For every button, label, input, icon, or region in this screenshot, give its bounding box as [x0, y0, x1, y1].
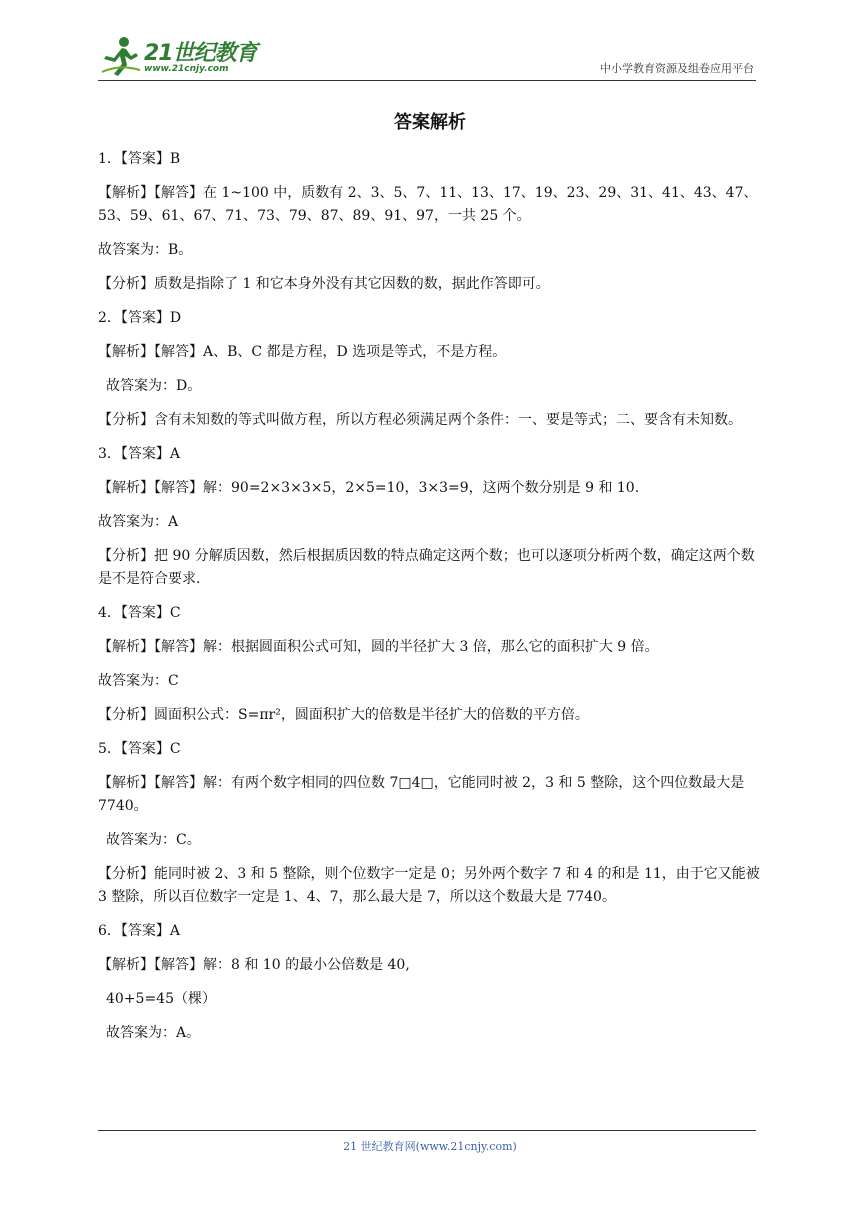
answer-line: 【分析】质数是指除了 1 和它本身外没有其它因数的数，据此作答即可。: [98, 276, 550, 292]
answer-line: 【分析】把 90 分解质因数，然后根据质因数的特点确定这两个数；也可以逐项分析两个数，确定这两个数是不是符合要求.: [98, 548, 755, 587]
answer-line: 【分析】能同时被 2、3 和 5 整除，则个位数字一定是 0；另外两个数字 7 和 4 的和是 11，由于它又能被 3 整除，所以百位数字一定是 1、4、7，那么最大是 7，所以这个数最大是 7740。: [98, 866, 760, 905]
answer-line: 【解析】【解答】解：90=2×3×3×5，2×5=10，3×3=9，这两个数分别是 9 和 10.: [98, 480, 640, 496]
answer-line: 【解析】【解答】解：8 和 10 的最小公倍数是 40,: [98, 957, 410, 973]
answer-line: 2．【答案】D: [98, 310, 182, 326]
answer-line: 故答案为：A。: [106, 1025, 201, 1041]
answer-line: 故答案为：D。: [106, 378, 202, 394]
answer-line: 故答案为：A: [98, 514, 179, 530]
answer-line: 故答案为：C。: [106, 832, 201, 848]
answer-line: 40+5=45（棵）: [106, 991, 216, 1007]
platform-name: 中小学教育资源及组卷应用平台: [600, 62, 754, 75]
answer-line: 【解析】【解答】解：有两个数字相同的四位数 7□4□，它能同时被 2，3 和 5 整除，这个四位数最大是 7740。: [98, 775, 745, 814]
answer-line: 4．【答案】C: [98, 605, 181, 621]
answer-line: 6．【答案】A: [98, 923, 181, 939]
answer-line: 【解析】【解答】在 1~100 中，质数有 2、3、5、7、11、13、17、19、23、29、31、41、43、47、53、59、61、67、71、73、79、87、89、91、97，一共 25 个。: [98, 185, 758, 224]
answer-line: 【分析】含有未知数的等式叫做方程，所以方程必须满足两个条件：一、要是等式；二、要含有未知数。: [98, 412, 742, 428]
answer-line: 3．【答案】A: [98, 446, 181, 462]
site-logo: [98, 34, 258, 78]
logo-url: www.21cnjy.com: [144, 64, 229, 74]
answer-line: 故答案为：B。: [98, 242, 193, 258]
runner-icon: [98, 34, 142, 78]
answer-content: [98, 148, 762, 1056]
logo-text: 21世纪教育: [144, 41, 257, 66]
page-header: [98, 34, 756, 81]
answer-line: 5．【答案】C: [98, 741, 181, 757]
page-title: 答案解析: [394, 112, 466, 133]
answer-line: 【解析】【解答】A、B、C 都是方程，D 选项是等式，不是方程。: [98, 344, 507, 360]
answer-line: 故答案为：C: [98, 673, 179, 689]
answer-line: 【解析】【解答】解：根据圆面积公式可知，圆的半径扩大 3 倍，那么它的面积扩大 9 倍。: [98, 639, 659, 655]
answer-line: 【分析】圆面积公式：S=πr²，圆面积扩大的倍数是半径扩大的倍数的平方倍。: [98, 707, 589, 723]
page-footer: 21 世纪教育网(www.21cnjy.com): [343, 1140, 517, 1153]
footer-divider: [98, 1130, 756, 1131]
answer-line: 1．【答案】B: [98, 151, 181, 167]
